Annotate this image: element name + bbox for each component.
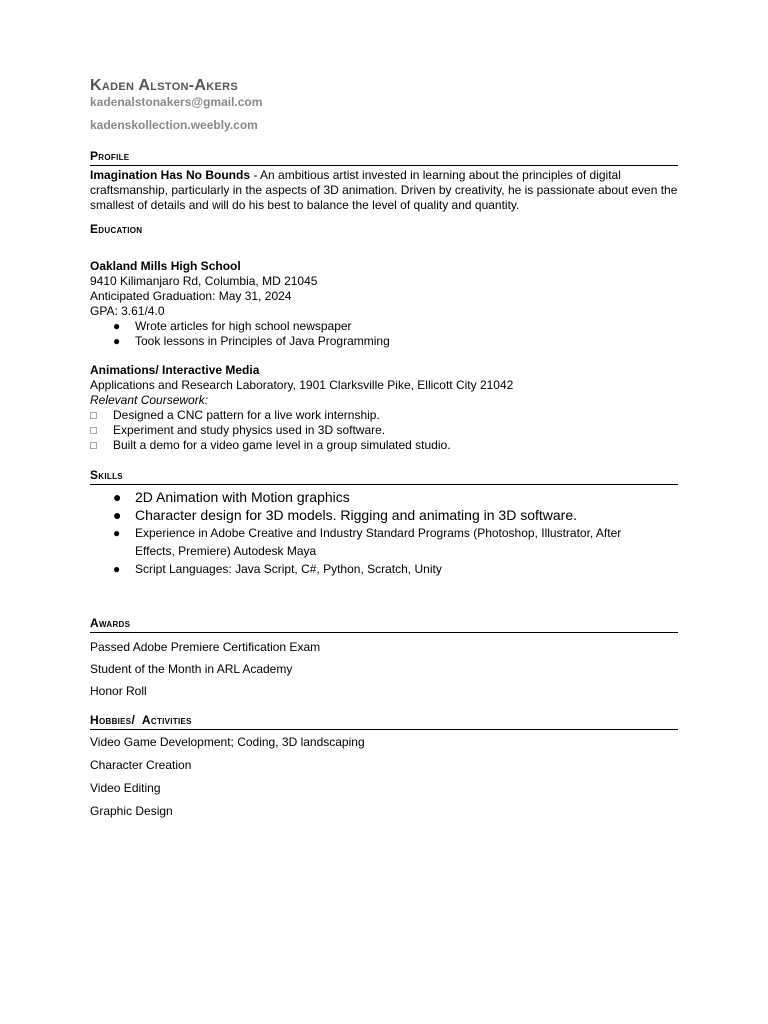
graduation-date: Anticipated Graduation: May 31, 2024 [90,289,292,303]
bullet-icon: ● [113,526,121,540]
list-item: ● Wrote articles for high school newspaper [113,319,352,333]
bullet-icon: ● [113,507,122,523]
award-item: Passed Adobe Premiere Certification Exam [90,640,321,654]
bullet-icon: ● [113,562,121,576]
education-heading: Education [90,222,143,236]
checkbox-icon [90,412,97,419]
profile-lead: Imagination Has No Bounds [90,168,251,182]
checkbox-icon [90,427,97,434]
skills-section [90,488,680,578]
skills-list [90,488,680,578]
hobbies-section [90,731,680,823]
program-location: Applications and Research Laboratory, 1901 Clarksville Pike, Ellicott City 21042 [90,378,514,392]
school-address: 9410 Kilimanjaro Rd, Columbia, MD 21045 [90,274,318,288]
email-text: kadenalstonakers@gmail.com [90,95,263,109]
award-item: Honor Roll [90,684,147,698]
hobby-item: Graphic Design [90,804,173,818]
coursework-label: Relevant Coursework: [90,393,209,407]
list-item: ● 2D Animation with Motion graphics [113,489,350,505]
list-item: Designed a CNC pattern for a live work internship. [90,408,680,423]
gpa-text: GPA: 3.61/4.0 [90,304,165,318]
profile-paragraph [90,168,680,213]
profile-text: - An ambitious artist invested in learning about the principles of digital craftsmanship, particularly in the aspects of 3D animation. Driven by creativity, he is passionate about even the smallest of details and will do his best to balance the level of quality and quantity. [90,168,678,212]
skills-heading: Skills [90,468,678,485]
hobby-item: Video Game Development; Coding, 3D landscaping [90,735,365,749]
hobby-item: Character Creation [90,758,192,772]
awards-heading: Awards [90,616,678,633]
school-bullets [90,319,680,349]
list-item: Experiment and study physics used in 3D software. [90,423,680,438]
list-item: ● Character design for 3D models. Rigging and animating in 3D software. [113,507,578,523]
candidate-name: Kaden Alston-Akers [90,77,239,94]
hobby-item: Video Editing [90,781,161,795]
school-name: Oakland Mills High School [90,259,241,273]
program-name: Animations/ Interactive Media [90,363,260,377]
list-item: ● Script Languages: Java Script, C#, Python, Scratch, Unity [113,562,442,576]
bullet-icon: ● [113,334,121,348]
profile-section [90,168,680,213]
website-text: kadenskollection.weebly.com [90,118,258,132]
bullet-icon: ● [113,489,122,505]
awards-section [90,636,680,702]
bullet-icon: ● [113,319,121,333]
checkbox-icon [90,442,97,449]
hobbies-heading: Hobbies/ Activities [90,713,678,730]
list-item: Built a demo for a video game level in a group simulated studio. [90,438,680,453]
list-item: ● Experience in Adobe Creative and Industry Standard Programs (Photoshop, Illustrator, After Effects, Premiere) Autodesk Maya [113,526,622,558]
education-section [90,259,680,453]
coursework-list [90,408,680,453]
profile-heading: Profile [90,149,678,166]
list-item: ● Took lessons in Principles of Java Programming [113,334,390,348]
award-item: Student of the Month in ARL Academy [90,662,293,676]
